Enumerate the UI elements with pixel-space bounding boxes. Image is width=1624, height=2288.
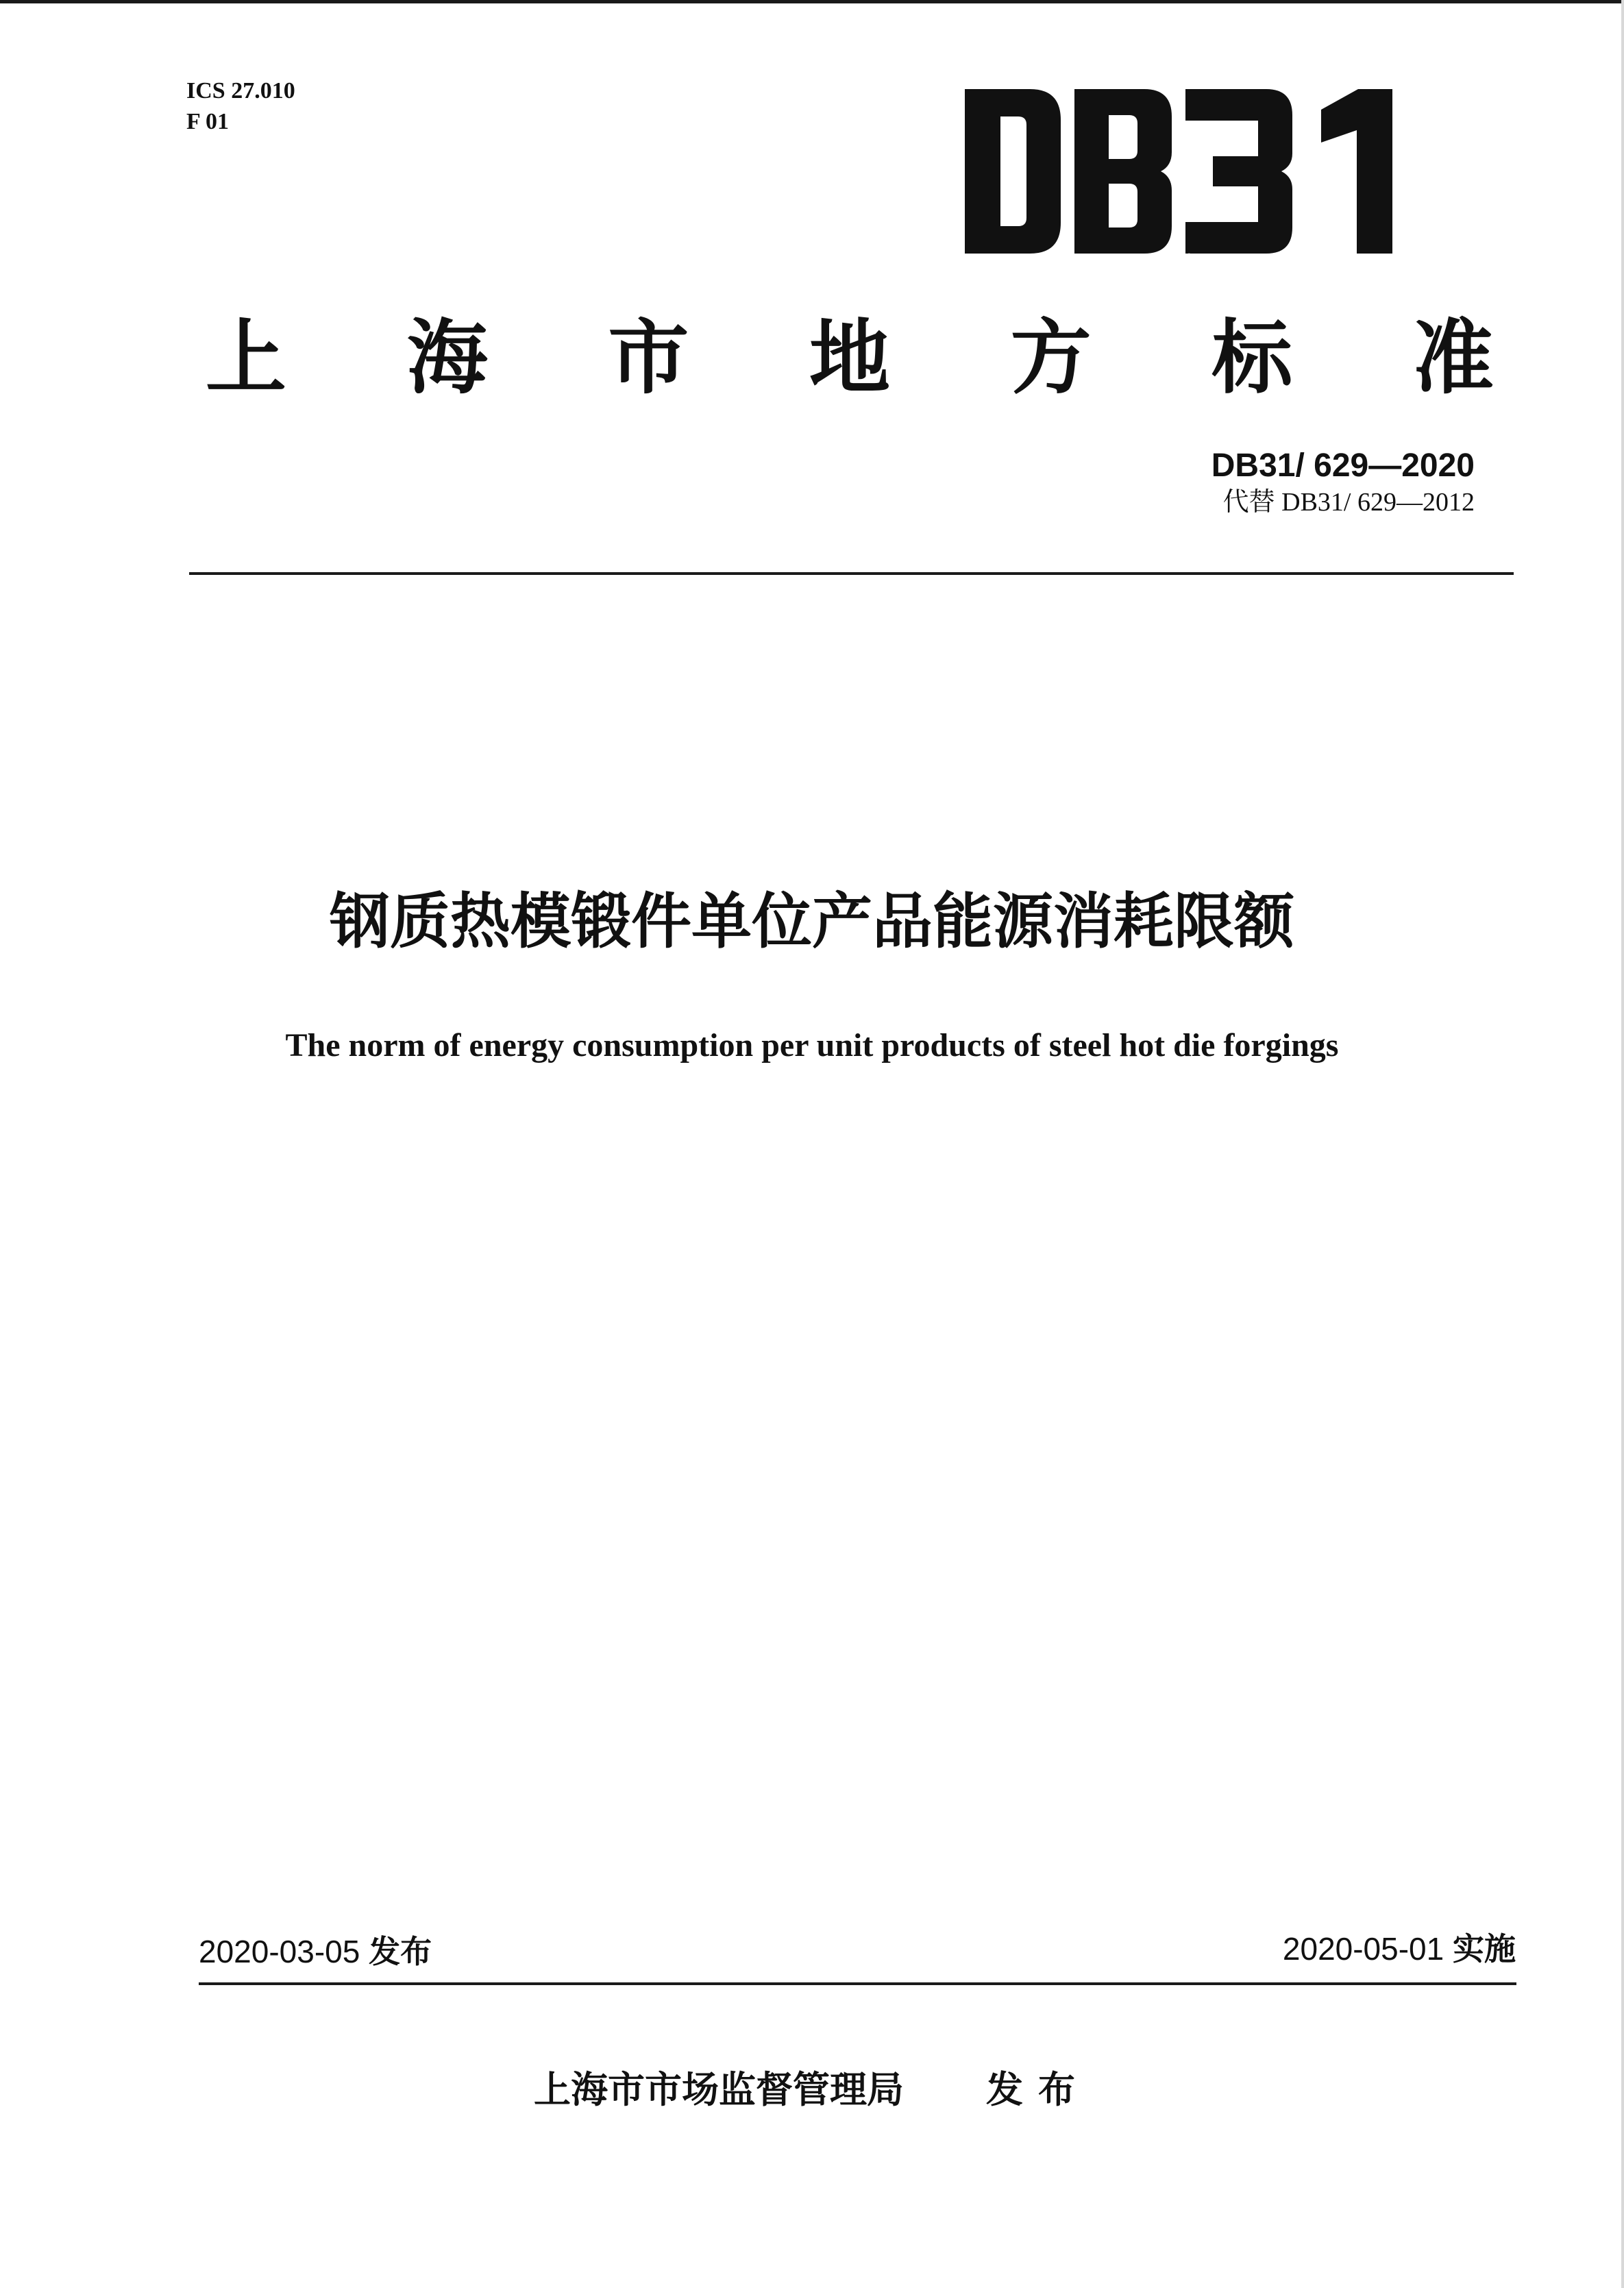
- ccs-code-text: F 01: [186, 109, 230, 134]
- issue-label: 发布: [369, 1933, 432, 1970]
- implement-date: 2020-05-01: [1282, 1931, 1444, 1967]
- db31-logo: [965, 89, 1412, 254]
- db31-logo-graphic: [965, 89, 1412, 254]
- publisher-action: 发布: [986, 2068, 1090, 2111]
- title-char-6: 标: [1211, 310, 1293, 405]
- issue-date: 2020-03-05: [199, 1934, 360, 1969]
- bottom-divider: [199, 1982, 1516, 1985]
- document-title-english: The norm of energy consumption per unit products of steel hot die forgings: [285, 1027, 1339, 1063]
- issue-date-block: [199, 1931, 432, 1972]
- standard-type-title: [206, 310, 1494, 406]
- title-char-5: 方: [1010, 310, 1092, 405]
- ics-code: [186, 75, 295, 106]
- publisher-name: 上海市市场监督管理局: [534, 2068, 904, 2111]
- scan-edge-right: [1621, 0, 1624, 2288]
- replaces-standard: 代替 DB31/ 629—2012: [1222, 488, 1475, 517]
- title-char-3: 市: [608, 310, 689, 405]
- document-title-chinese: 钢质热模锻件单位产品能源消耗限额: [329, 886, 1294, 957]
- ccs-code: [186, 106, 295, 137]
- ics-code-text: ICS 27.010: [186, 78, 295, 103]
- title-char-4: 地: [809, 310, 890, 405]
- title-char-1: 上: [206, 310, 287, 405]
- standard-number-block: [1211, 447, 1475, 519]
- top-divider: [189, 572, 1514, 575]
- title-char-7: 准: [1412, 310, 1494, 405]
- implement-label: 实施: [1453, 1930, 1516, 1967]
- scan-edge-top: [0, 0, 1624, 3]
- title-char-2: 海: [406, 310, 488, 405]
- implement-date-block: [1283, 1928, 1516, 1969]
- standard-number: DB31/ 629—2020: [1211, 447, 1475, 484]
- classification-codes: [186, 75, 295, 137]
- publisher-line: [0, 2063, 1624, 2117]
